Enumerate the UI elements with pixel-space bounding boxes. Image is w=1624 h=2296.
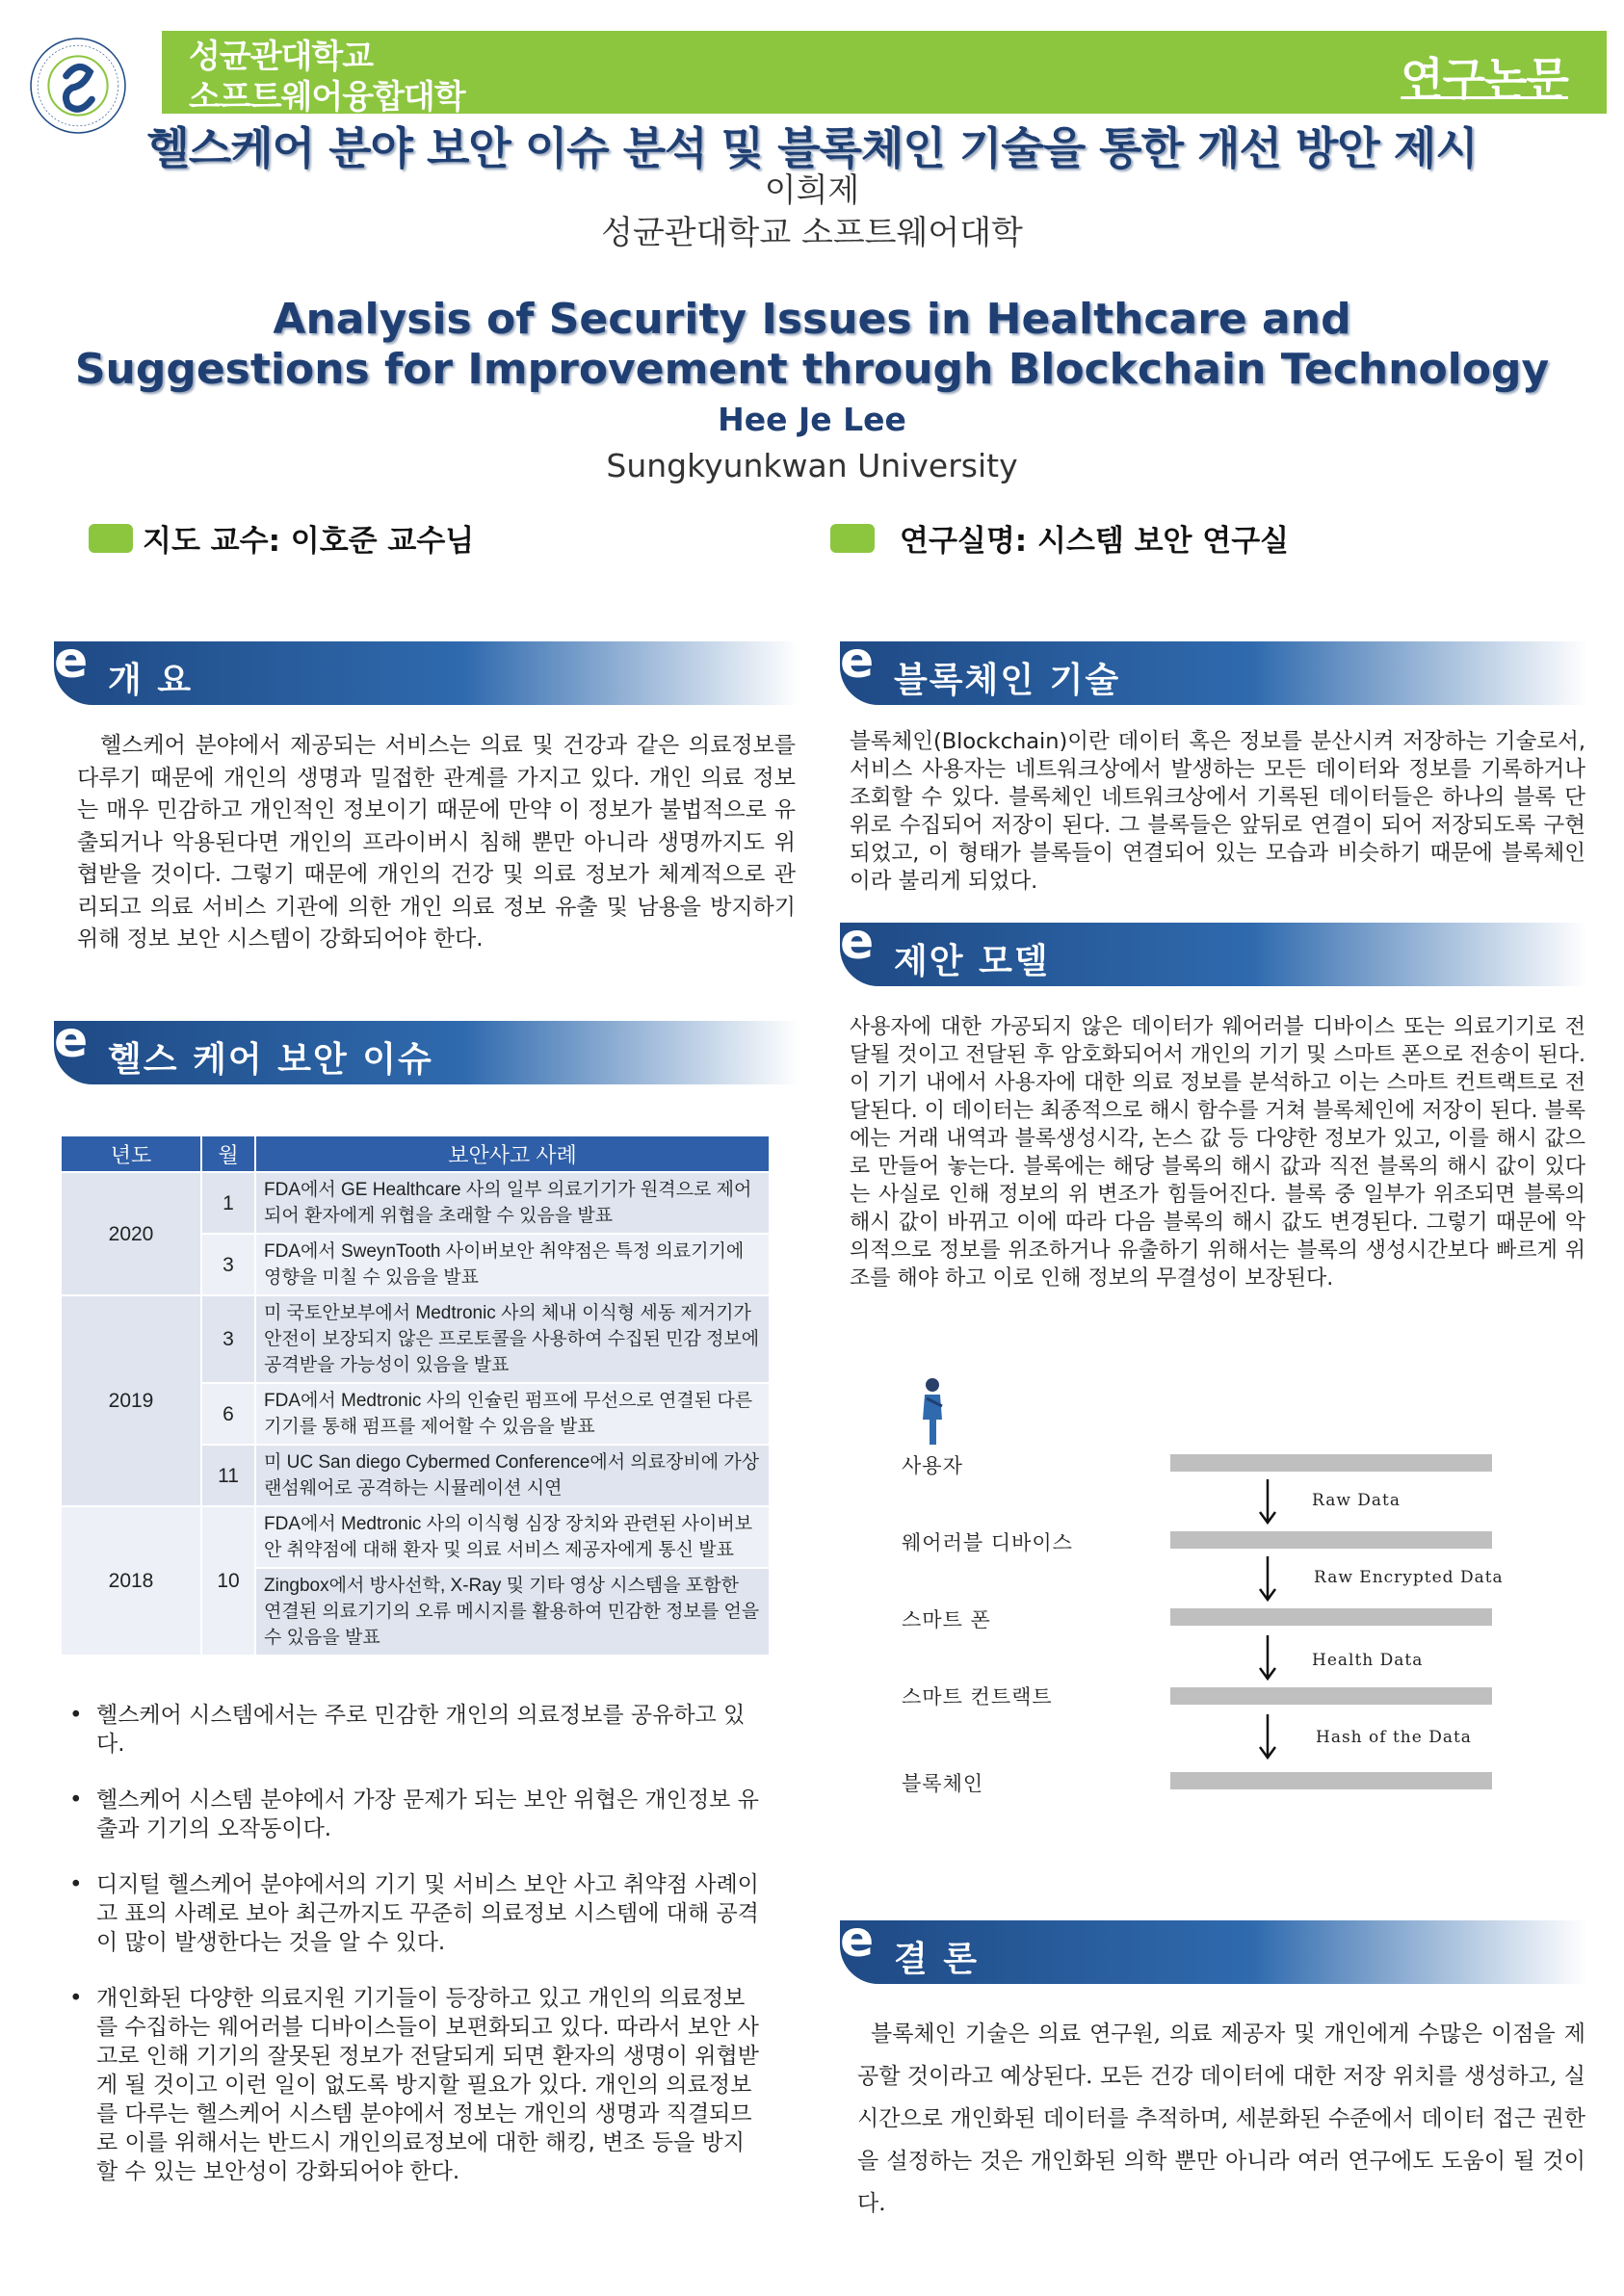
title-korean: 헬스케어 분야 보안 이슈 분석 및 블록체인 기술을 통한 개선 방안 제시: [146, 122, 1478, 174]
e-logo-icon: e: [840, 913, 875, 971]
title-english: Analysis of Security Issues in Healthcare and Suggestions for Improvement through Blockchain Technology: [74, 295, 1550, 394]
conclusion-text: 블록체인 기술은 의료 연구원, 의료 제공자 및 개인에게 수많은 이점을 제공할 것이라고 예상된다. 모든 건강 데이터에 대한 저장 위치를 생성하고, 실시간으로 개인화된 데이터를 추적하며, 세분화된 수준에서 데이터 접근 권한을 설정하는 것은 개인화된 의학 뿐만 아니라 여러 연구에도 도움이 될 것이다.: [857, 2022, 1585, 2216]
case-cell: 미 UC San diego Cybermed Conference에서 의료장비에 가상 랜섬웨어로 공격하는 시뮬레이션 시연: [255, 1445, 770, 1506]
arrow-down-icon: [1256, 1633, 1279, 1682]
table-header: 년도: [61, 1135, 201, 1172]
year-cell: 2019: [61, 1295, 201, 1506]
flow-data-raw: Raw Data: [1312, 1491, 1401, 1510]
month-cell: 1: [201, 1172, 255, 1234]
list-item: • 디지털 헬스케어 분야에서의 기기 및 서비스 보안 사고 취약점 사례이고 표의 사례로 보아 최근까지도 꾸준히 의료정보 시스템에 대해 공격이 많이 발생한다는 것을 알 수 있다.: [67, 1870, 761, 1957]
month-cell: 6: [201, 1383, 255, 1445]
list-item: • 헬스케어 시스템에서는 주로 민감한 개인의 의료정보를 공유하고 있다.: [67, 1701, 761, 1759]
arrow-down-icon: [1256, 1477, 1279, 1526]
case-cell: FDA에서 Medtronic 사의 인슐린 펌프에 무선으로 연결된 다른 기기를 통해 펌프를 제어할 수 있음을 발표: [255, 1383, 770, 1445]
case-cell: FDA에서 SweynTooth 사이버보안 취약점은 특정 의료기기에 영향을 미칠 수 있음을 발표: [255, 1234, 770, 1295]
case-cell: 미 국토안보부에서 Medtronic 사의 체내 이식형 세동 제거기가 안전이 보장되지 않은 프로토콜을 사용하여 수집된 민감 정보에 공격받을 가능성이 있음을 발표: [255, 1295, 770, 1383]
year-cell: 2018: [61, 1506, 201, 1656]
flow-data-hash: Hash of the Data: [1316, 1728, 1472, 1747]
table-row: [61, 1295, 770, 1383]
flow-bar-user: [1170, 1454, 1492, 1472]
e-logo-icon: e: [54, 632, 89, 690]
model-text: 사용자에 대한 가공되지 않은 데이터가 웨어러블 디바이스 또는 의료기기로 전달될 것이고 전달된 후 암호화되어서 개인의 기기 및 스마트 폰으로 전송이 된다. 이 기기 내에서 사용자에 대한 의료 정보를 분석하고 이는 스마트 컨트랙트로 전달된다. 이 데이터는 최종적으로 해시 함수를 거쳐 블록체인에 저장이 된다. 블록에는 거래 내역과 블록생성시각, 논스 값 등 다양한 정보가 있고, 이를 해시 값으로 만들어 놓는다. 블록에는 해당 블록의 해시 값과 직전 블록의 해시 값이 있다는 사실로 인해 정보의 위 변조가 힘들어진다. 블록 중 일부가 위조되면 블록의 해시 값이 바뀌고 이에 따라 다음 블록의 해시 값도 변경된다. 그렇기 때문에 악의적으로 정보를 위조하거나 유출하기 위해서는 블록의 생성시간보다 빠르게 위조를 해야 하고 이로 인해 정보의 무결성이 보장된다.: [850, 1015, 1585, 1291]
school-name: 성균관대학교 소프트웨어융합대학: [189, 38, 465, 117]
affiliation-english: Sungkyunkwan University: [606, 447, 1018, 484]
table-row: [61, 1172, 770, 1234]
advisor-info: 지도 교수: 이호준 교수님: [89, 516, 474, 560]
section-header-conclusion: e 결 론: [840, 1920, 1587, 1984]
year-cell: 2020: [61, 1172, 201, 1295]
author-english: Hee Je Lee: [718, 401, 906, 438]
section-header-model: e 제안 모델: [840, 923, 1587, 986]
e-logo-icon: e: [840, 632, 875, 690]
flow-node-wearable: 웨어러블 디바이스: [902, 1531, 1073, 1554]
month-cell: 3: [201, 1234, 255, 1295]
flow-node-user: 사용자: [902, 1454, 963, 1477]
list-item: • 헬스케어 시스템 분야에서 가장 문제가 되는 보안 위협은 개인정보 유출과 기기의 오작동이다.: [67, 1786, 761, 1843]
school-banner: [162, 31, 1607, 117]
flow-data-health: Health Data: [1312, 1651, 1424, 1670]
arrow-down-icon: [1256, 1554, 1279, 1603]
security-incident-table: [60, 1135, 771, 1657]
paper-type-badge: 연구논문: [1401, 53, 1568, 105]
flow-bar-wearable: [1170, 1531, 1492, 1549]
e-logo-icon: e: [54, 1011, 89, 1069]
green-chip: [830, 524, 875, 553]
section-header-issues: e 헬스 케어 보안 이슈: [54, 1021, 799, 1084]
user-person-icon: [913, 1377, 952, 1447]
flow-bar-blockchain: [1170, 1772, 1492, 1789]
list-item: • 개인화된 다양한 의료지원 기기들이 등장하고 있고 개인의 의료정보를 수집하는 웨어러블 디바이스들이 보편화되고 있다. 따라서 보안 사고로 인해 기기의 잘못된 정보가 전달되게 되면 환자의 생명이 위협받게 될 것이고 이런 일이 없도록 방지할 필요가 있다. 개인의 의료정보를 다루는 헬스케어 시스템 분야에서 정보는 개인의 생명과 직결되므로 이를 위해서는 반드시 개인의료정보에 대한 해킹, 변조 등을 방지할 수 있는 보안성이 강화되어야 한다.: [67, 1984, 761, 2186]
table-row: [61, 1506, 770, 1568]
month-cell: 11: [201, 1445, 255, 1506]
blockchain-text: 블록체인(Blockchain)이란 데이터 혹은 정보를 분산시켜 저장하는 기술로서, 서비스 사용자는 네트워크상에서 발생하는 모든 데이터와 정보를 기록하거나 조회할 수 있다. 블록체인 네트워크상에서 기록된 데이터들은 하나의 블록 단위로 수집되어 저장이 된다. 그 블록들은 앞뒤로 연결이 되어 저장되도록 구현되었고, 이 형태가 블록들이 연결되어 있는 모습과 비슷하기 때문에 블록체인이라 불리게 되었다.: [850, 729, 1585, 894]
flow-bar-smartphone: [1170, 1608, 1492, 1626]
flow-node-smartphone: 스마트 폰: [902, 1608, 991, 1631]
arrow-down-icon: [1256, 1712, 1279, 1761]
affiliation-korean: 성균관대학교 소프트웨어대학: [601, 214, 1023, 252]
flow-node-smart-contract: 스마트 컨트랙트: [902, 1685, 1053, 1709]
section-header-overview: e 개 요: [54, 641, 799, 705]
case-cell: FDA에서 Medtronic 사의 이식형 심장 장치와 관련된 사이버보안 취약점에 대해 환자 및 의료 서비스 제공자에게 통신 발표: [255, 1506, 770, 1568]
e-logo-icon: e: [840, 1911, 875, 1969]
table-header: 보안사고 사례: [255, 1135, 770, 1172]
table-header: 월: [201, 1135, 255, 1172]
section-header-blockchain: e 블록체인 기술: [840, 641, 1587, 705]
month-cell: 3: [201, 1295, 255, 1383]
author-korean: 이희제: [764, 171, 860, 210]
case-cell: Zingbox에서 방사선학, X-Ray 및 기타 영상 시스템을 포함한 연결된 의료기기의 오류 메시지를 활용하여 민감한 정보를 얻을 수 있음을 발표: [255, 1568, 770, 1656]
overview-text: 헬스케어 분야에서 제공되는 서비스는 의료 및 건강과 같은 의료정보를 다루기 때문에 개인의 생명과 밀접한 관계를 가지고 있다. 개인 의료 정보는 매우 민감하고 개인적인 정보이기 때문에 만약 이 정보가 불법적으로 유출되거나 악용된다면 개인의 프라이버시 침해 뿐만 아니라 생명까지도 위협받을 것이다. 그렇기 때문에 개인의 건강 및 의료 정보가 체계적으로 관리되고 의료 서비스 기관에 의한 개인 의료 정보 유출 및 남용을 방지하기 위해 정보 보안 시스템이 강화되어야 한다.: [77, 733, 796, 952]
green-chip: [89, 524, 133, 553]
lab-info: 연구실명: 시스템 보안 연구실: [830, 516, 1289, 560]
flow-data-raw-encrypted: Raw Encrypted Data: [1314, 1568, 1504, 1587]
month-cell: 10: [201, 1506, 255, 1656]
flow-bar-smart-contract: [1170, 1687, 1492, 1705]
flow-node-blockchain: 블록체인: [902, 1772, 984, 1795]
issues-bullet-list: [67, 1701, 761, 2213]
case-cell: FDA에서 GE Healthcare 사의 일부 의료기기가 원격으로 제어되어 환자에게 위협을 초래할 수 있음을 발표: [255, 1172, 770, 1234]
